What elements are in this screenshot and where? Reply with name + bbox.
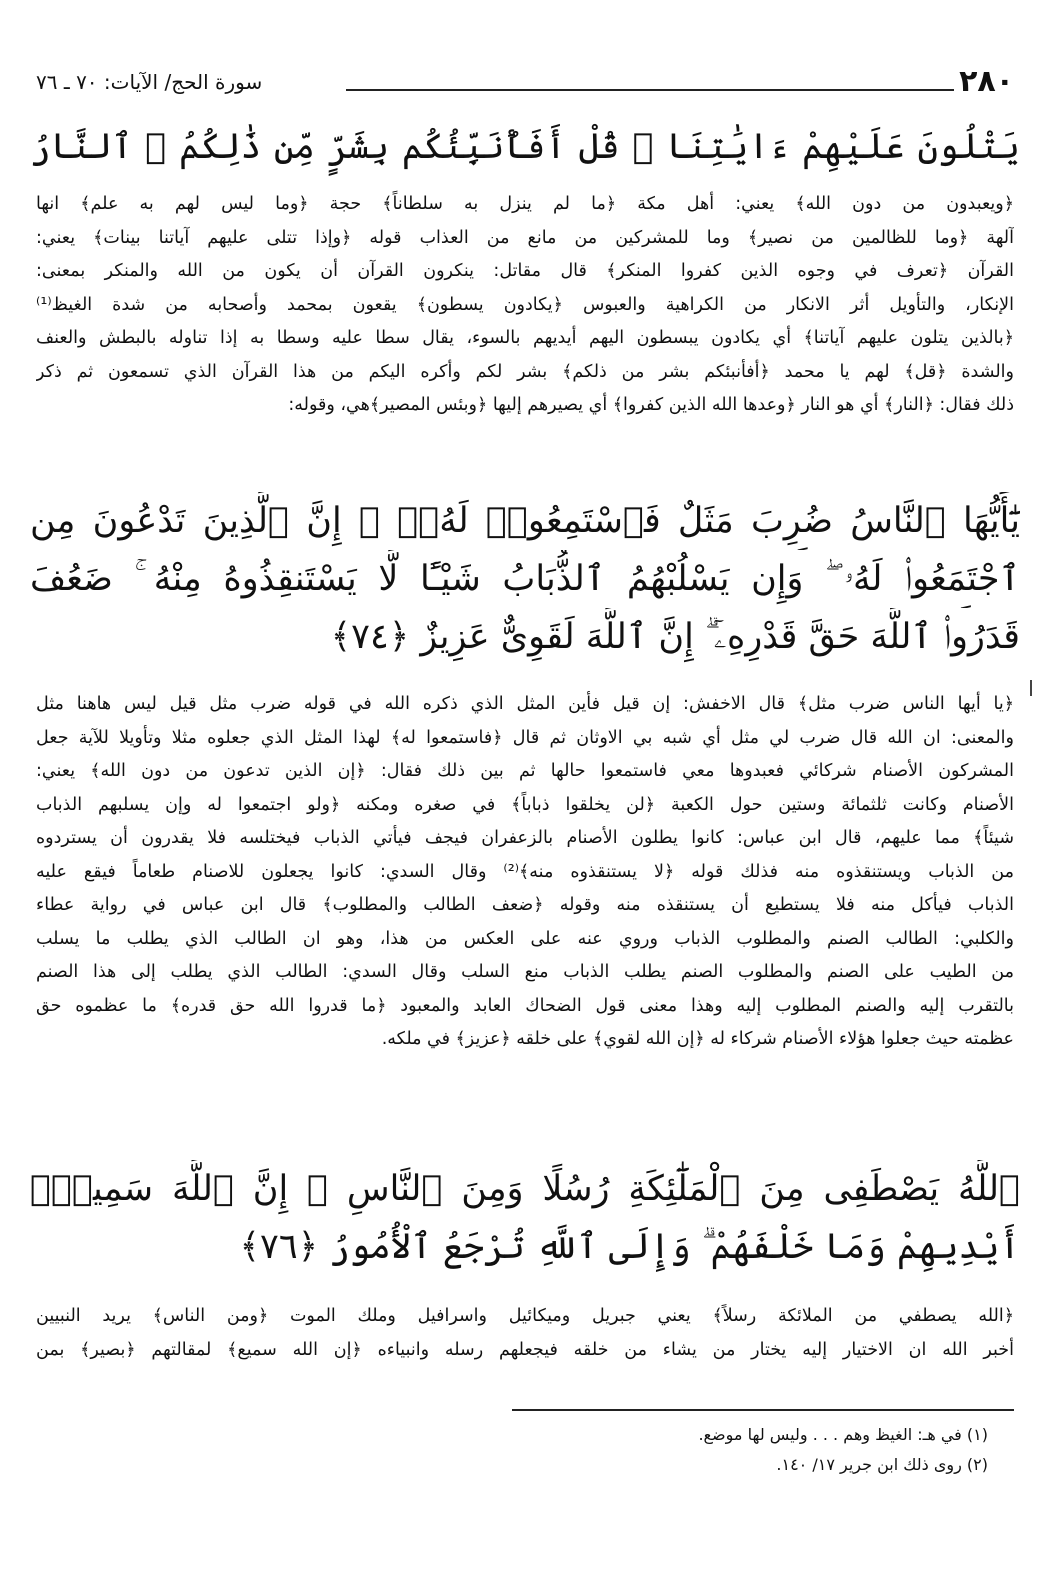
commentary-line: والشدة ﴿قل﴾ لهم يا محمد ﴿أفأنبئكم بشر من ذلكم﴾ بشر لكم وأكره اليكم من هذا القرآن الذي تسمعون ثم ذكر [36,361,1014,382]
commentary-line: شيئاً﴾ مما عليهم، قال ابن عباس: كانوا يطلون الأصنام بالزعفران فيجف فيأتي الذباب فيختلسه فلا يقدرون أن يستردوه [36,828,1014,848]
commentary-line: ﴿يا أيها الناس ضرب مثل﴾ قال الاخفش: إن قيل فأين المثل الذي ذكره الله في قوله ضرب مثل قيل ليس هاهنا مثل [36,694,1014,714]
commentary-block-2 [36,688,1014,1057]
verse-block-72 [30,118,1020,176]
commentary-line: ﴿ويعبدون من دون الله﴾ يعني: أهل مكة ﴿ما لم ينزل به سلطاناً﴾ حجة ﴿وما ليس لهم به علم﴾ انها [36,194,1014,214]
verse-line: قَدَرُوا۟ ٱللَّهَ حَقَّ قَدْرِهِۦٓ ۗ إِنَّ ٱللَّهَ لَقَوِىٌّ عَزِيزٌ ﴿٧٤﴾ [330,617,1020,657]
verse-block-75-76 [30,1160,1020,1276]
page-number: ٢٨٠ [959,64,1014,99]
commentary-line: والكلبي: الطالب الصنم والمطلوب الذباب وروي عنه على العكس من هذا، وهو ان الطالب الذي يطلب ما يسلب [36,928,1014,949]
page-header [36,64,1014,104]
commentary-line: من الذباب ويستنقذوه منه فذلك قوله ﴿لا يستنقذوه منه﴾⁽²⁾ وقال السدي: كانوا يجعلون للاصنام طعاماً فيقع عليه [36,861,1014,882]
header-rule [346,89,954,91]
commentary-line: آلهة ﴿وما للظالمين من نصير﴾ وما للمشركين من مانع من العذاب قوله ﴿وإذا تتلى عليهم آياتنا بينات﴾ يعني: [36,227,1014,248]
footnote-rule [512,1409,1014,1411]
footnotes [36,1420,988,1480]
footnote-2: (٢) روى ذلك ابن جرير ١٧/ ١٤٠. [776,1455,988,1474]
verse-line: أَيْدِيهِمْ وَمَا خَلْفَهُمْ ۗ وَإِلَى ٱللَّهِ تُرْجَعُ ٱلْأُمُورُ ﴿٧٦﴾ [239,1227,1020,1267]
commentary-line: من الطيب على الصنم والمطلوب الصنم يطلب الذباب منع السلب وقال السدي: الطالب الذي يطلب إلى هذا الصنم [36,962,1014,982]
commentary-line: الإنكار، والتأويل أثر الانكار من الكراهية والعبوس ﴿يكادون يسطون﴾ يقعون بمحمد وأصحابه من شدة الغيظ⁽¹⁾ [36,294,1014,315]
verse-line: ٱجْتَمَعُوا۟ لَهُۥ ۖ وَإِن يَسْلُبْهُمُ ٱلذُّبَابُ شَيْـًٔا لَّا يَسْتَنقِذُوهُ مِنْهُ ۚ ضَعُفَ [30,559,1020,599]
commentary-line: ذلك فقال: ﴿النار﴾ أي هو النار ﴿وعدها الله الذين كفروا﴾ أي يصيرهم إليها ﴿وبئس المصير﴾هي، وقوله: [288,395,1014,415]
commentary-line: المشركون الأصنام شركائي فعبدوها معي فاستمعوا حالها ثم بين ذلك فقال: ﴿إن الذين تدعون من دون الله﴾ يعني: [36,761,1014,781]
margin-mark [1030,680,1032,696]
footnote-1: (١) في هـ: الغيظ وهم . . . وليس لها موضع. [698,1425,988,1444]
verse-line: يَتْلُونَ عَلَيْهِمْ ءَايَٰتِنَا ۗ قُلْ أَفَأُنَبِّئُكُم بِشَرٍّ مِّن ذَٰلِكُمُ ۗ ٱلنَّارُ [30,127,1020,167]
verse-line: ٱللَّهُ يَصْطَفِى مِنَ ٱلْمَلَٰٓئِكَةِ رُسُلًا وَمِنَ ٱلنَّاسِ ۚ إِنَّ ٱللَّهَ سَمِيعٌۢ [30,1169,1020,1209]
commentary-line: ﴿بالذين يتلون عليهم آياتنا﴾ أي يكادون يبسطون اليهم أيديهم بالسوء، يقال سطا عليه وسطا به إذا تناوله بالبطش والعنف [36,328,1014,348]
commentary-line: الذباب فيأكل منه فلا يستطيع أن يستنقذه منه وقوله ﴿ضعف الطالب والمطلوب﴾ قال ابن عباس في رواية عطاء [36,895,1014,915]
commentary-block-3 [36,1300,1014,1367]
commentary-line: القرآن ﴿تعرف في وجوه الذين كفروا المنكر﴾ قال مقاتل: ينكرون القرآن أن يكون من الله والمنكر بمعنى: [36,261,1014,281]
verse-block-73-74 [30,492,1020,666]
commentary-line: ﴿الله يصطفي من الملائكة رسلاً﴾ يعني جبريل وميكائيل واسرافيل وملك الموت ﴿ومن الناس﴾ يريد النبيين [36,1306,1014,1326]
verse-line: يَٰٓأَيُّهَا ٱلنَّاسُ ضُرِبَ مَثَلٌ فَٱسْتَمِعُوا۟ لَهُۥٓ ۚ إِنَّ ٱلَّذِينَ تَدْعُونَ مِن [30,501,1020,541]
commentary-line: بالتقرب إليه والصنم المطلوب إليه وهذا معنى قول الضحاك العابد والمعبود ﴿ما قدروا الله حق قدره﴾ ما عظموه حق [36,995,1014,1016]
commentary-line: عظمته حيث جعلوا هؤلاء الأصنام شركاء له ﴿إن الله لقوي﴾ على خلقه ﴿عزيز﴾ في ملكه. [381,1029,1014,1049]
commentary-line: والمعنى: ان الله قال ضرب لي مثل أي شبه بي الاوثان ثم قال ﴿فاستمعوا له﴾ لهذا المثل الذي جعلوه مثلا وتأويلا للآية جعل [36,727,1014,748]
running-title: سورة الحج/ الآيات: ٧٠ ـ ٧٦ [36,70,263,94]
commentary-block-1 [36,188,1014,423]
commentary-line: أخبر الله ان الاختيار إليه يختار من يشاء من خلقه فيجعلهم رسله وانبياءه ﴿إن الله سميع﴾ لمقالتهم ﴿بصير﴾ بمن [36,1339,1014,1360]
commentary-line: الأصنام وكانت ثلثمائة وستين حول الكعبة ﴿لن يخلقوا ذباباً﴾ في صغره ومكنه ﴿ولو اجتمعوا له وإن يسلبهم الذباب [36,794,1014,815]
